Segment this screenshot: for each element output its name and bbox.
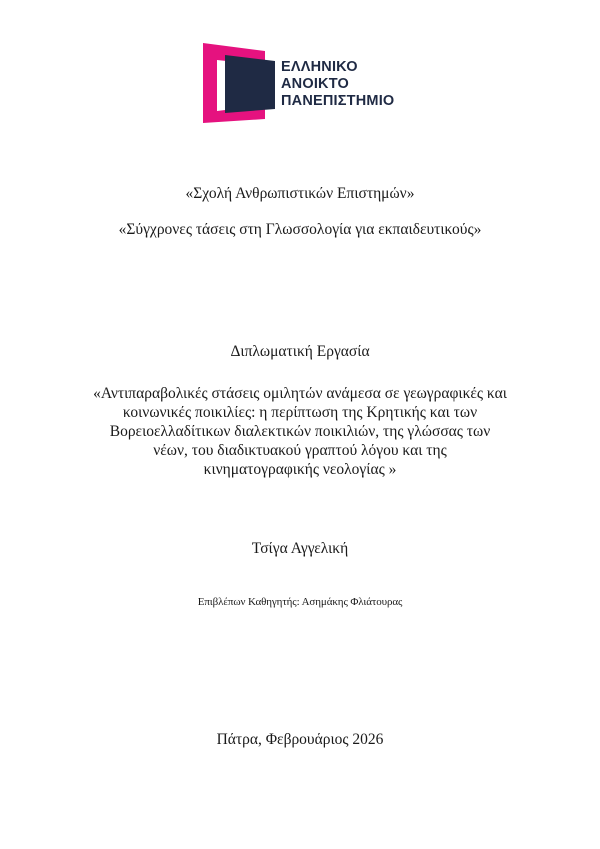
program-name: «Σύγχρονες τάσεις στη Γλωσσολογία για εκπαιδευτικούς» [118,221,482,238]
logo-inset [217,65,225,107]
place-date: Πάτρα, Φεβρουάριος 2026 [216,731,384,748]
document-type: Διπλωματική Εργασία [230,343,370,360]
thesis-title-line-1: «Αντιπαραβολικές στάσεις ομιλητών ανάμεσα σε γεωγραφικές και [93,385,507,402]
university-logo [203,43,403,123]
school-name: «Σχολή Ανθρωπιστικών Επιστημών» [185,185,415,202]
thesis-title-line-4: νέων, του διαδικτυακού γραπτού λόγου και της [153,442,447,459]
logo-wordmark [281,59,394,110]
supervisor: Επιβλέπων Καθηγητής: Ασημάκης Φλιάτουρας [197,596,403,608]
thesis-title-line-5: κινηματογραφικής νεολογίας » [203,461,397,478]
logo-navy-block [225,55,275,113]
logo-line-2: ΑΝΟΙΚΤΟ [281,76,349,92]
logo-line-1: ΕΛΛΗΝΙΚΟ [281,59,358,75]
logo-emblem-icon [203,43,283,123]
thesis-title-line-3: Βορειοελλαδίτικων διαλεκτικών ποικιλιών, της γλώσσας των [109,423,491,440]
logo-line-3: ΠΑΝΕΠΙΣΤΗΜΙΟ [281,93,395,109]
thesis-title-line-2: κοινωνικές ποικιλίες: η περίπτωση της Κρητικής και των [122,404,478,421]
author-name: Τσίγα Αγγελική [251,540,349,557]
thesis-title [70,384,530,479]
